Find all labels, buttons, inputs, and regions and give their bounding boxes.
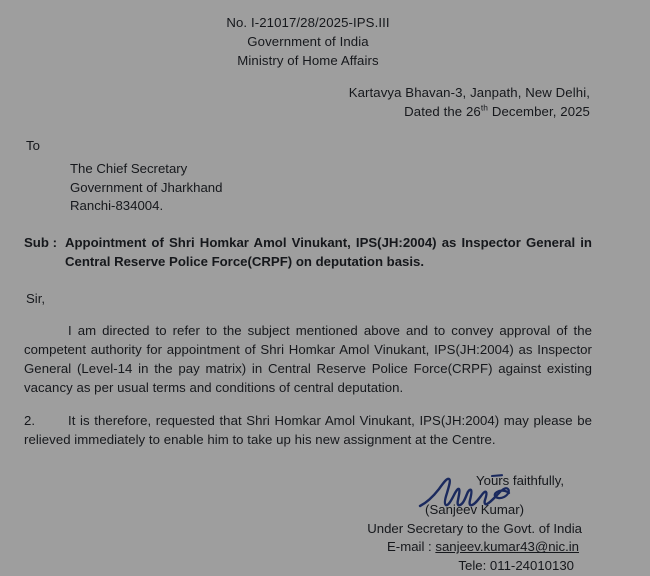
signature-block [24, 501, 592, 575]
date-prefix: Dated the 26 [404, 104, 481, 119]
place-line: Kartavya Bhavan-3, Janpath, New Delhi, [348, 85, 590, 100]
date-ordinal-suffix: th [480, 102, 489, 113]
addressee-government: Government of Jharkhand [70, 179, 223, 195]
addressee-designation: The Chief Secretary [70, 161, 188, 176]
valediction: Yours faithfully, [476, 473, 564, 489]
salutation: Sir, [26, 290, 46, 306]
signatory-name: (Sanjeev Kumar) [425, 502, 524, 518]
file-number: No. I-21017/28/2025-IPS.III [226, 15, 390, 30]
addressee-block [24, 160, 592, 216]
date-line [24, 102, 590, 121]
government-name: Government of India [247, 34, 369, 49]
date-suffix: December, 2025 [488, 104, 590, 119]
paragraph-2-text: It is therefore, requested that Shri Homkar Amol Vinukant, IPS(JH:2004) may please be relieved immediately to enable him to take up his new assignment at the Centre. [24, 412, 592, 447]
body-paragraph-2 [24, 411, 592, 450]
to-label: To [26, 138, 40, 153]
email-label: E-mail : [387, 539, 436, 555]
ministry-name: Ministry of Home Affairs [237, 53, 379, 68]
addressee-city-pin: Ranchi-834004. [70, 198, 164, 213]
paragraph-2-number: 2. [24, 412, 36, 428]
signatory-email [24, 538, 592, 557]
place-date-block [24, 83, 592, 121]
email-address[interactable]: sanjeev.kumar43@nic.in [435, 539, 579, 555]
subject-label: Sub : [24, 234, 57, 250]
body-paragraph-1: I am directed to refer to the subject mentioned above and to convey approval of the competent authority for appointment of Shri Homkar Amol Vinukant, IPS(JH:2004) as Inspector General (Level-14 in the pay matrix) in Central Reserve Police Force(CRPF) against existing vacancy as per usual terms and conditions of central deputation. [24, 322, 592, 396]
subject-text: Appointment of Shri Homkar Amol Vinukant, IPS(JH:2004) as Inspector General in Central Reserve Police Force(CRPF) on deputation basis. [64, 234, 592, 269]
signatory-designation: Under Secretary to the Govt. of India [367, 520, 582, 536]
subject-row [24, 233, 592, 271]
signatory-telephone: Tele: 011-24010130 [458, 558, 574, 574]
document-header [24, 0, 592, 70]
